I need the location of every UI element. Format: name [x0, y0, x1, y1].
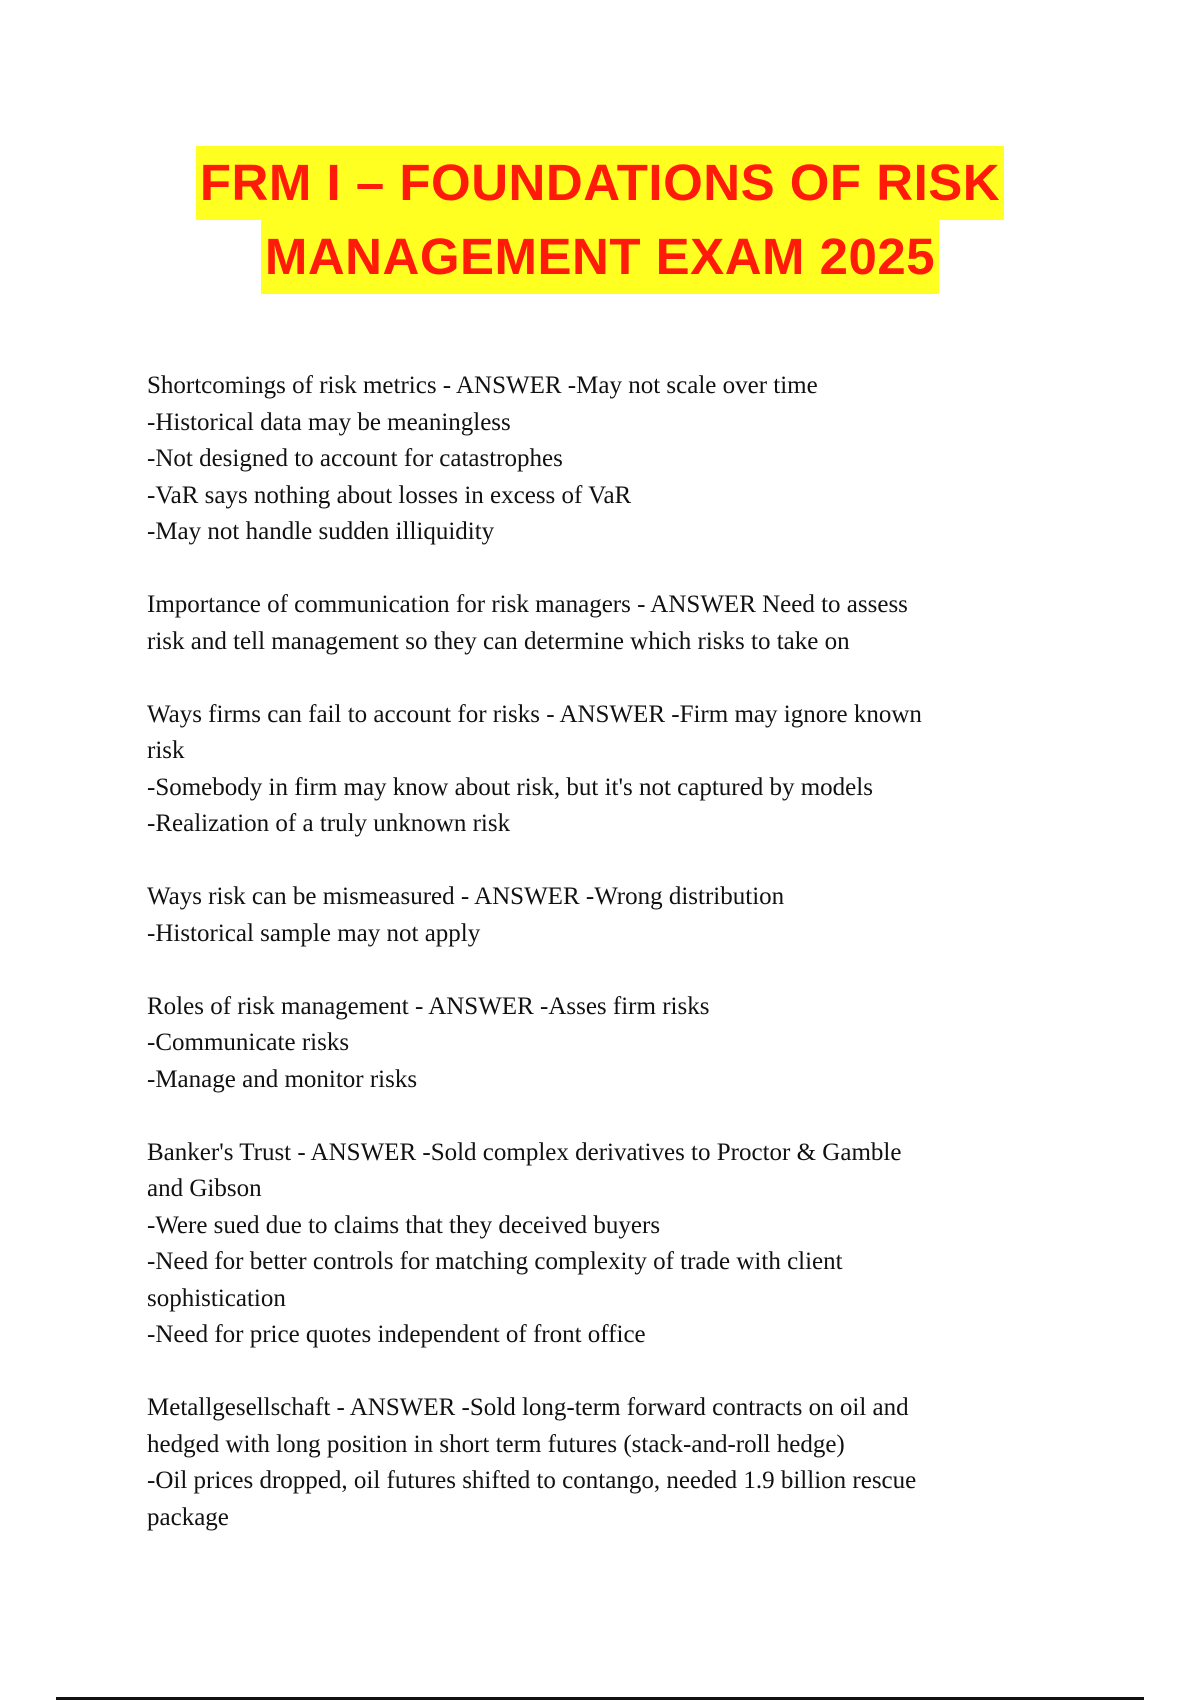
qa-entry — [147, 368, 1067, 551]
text-line: -Communicate risks — [147, 1029, 350, 1056]
text-line: Ways firms can fail to account for risks - ANSWER -Firm may ignore known — [147, 700, 922, 728]
qa-entry — [147, 989, 1067, 1099]
title-line-1: FRM I – FOUNDATIONS OF RISK — [196, 146, 1004, 220]
text-line: -Were sued due to claims that they deceived buyers — [147, 1211, 661, 1239]
text-line: Importance of communication for risk managers - ANSWER Need to assess — [147, 591, 908, 618]
text-line: -Manage and monitor risks — [147, 1065, 418, 1093]
qa-list — [147, 368, 1067, 1573]
text-line: -Somebody in firm may know about risk, but it's not captured by models — [147, 773, 873, 801]
text-line: hedged with long position in short term futures (stack-and-roll hedge) — [147, 1430, 845, 1458]
text-line: -Need for better controls for matching complexity of trade with client — [147, 1248, 843, 1275]
qa-entry — [147, 1135, 1067, 1354]
text-line: Metallgesellschaft - ANSWER -Sold long-term forward contracts on oil and — [147, 1394, 909, 1421]
text-line: -May not handle sudden illiquidity — [147, 518, 495, 545]
qa-entry — [147, 587, 1067, 660]
text-line: -Oil prices dropped, oil futures shifted to contango, needed 1.9 billion rescue — [147, 1467, 917, 1494]
qa-entry — [147, 697, 1067, 843]
text-line: Ways risk can be mismeasured - ANSWER -Wrong distribution — [147, 883, 785, 910]
text-line: risk — [147, 737, 185, 764]
text-line: Roles of risk management - ANSWER -Asses firm risks — [147, 992, 710, 1020]
text-line: -Historical data may be meaningless — [147, 408, 511, 436]
text-line: package — [147, 1503, 229, 1531]
text-line: -Need for price quotes independent of front office — [147, 1321, 646, 1348]
document-title — [0, 146, 1200, 294]
text-line: -VaR says nothing about losses in excess of VaR — [147, 481, 632, 509]
text-line: -Historical sample may not apply — [147, 919, 481, 947]
text-line: -Realization of a truly unknown risk — [147, 810, 511, 837]
text-line: risk and tell management so they can determine which risks to take on — [147, 627, 850, 655]
text-line: sophistication — [147, 1284, 286, 1312]
text-line: Banker's Trust - ANSWER -Sold complex derivatives to Proctor & Gamble — [147, 1138, 902, 1166]
title-line-2: MANAGEMENT EXAM 2025 — [261, 220, 939, 294]
qa-entry — [147, 1390, 1067, 1536]
text-line: -Not designed to account for catastrophes — [147, 445, 563, 472]
text-line: Shortcomings of risk metrics - ANSWER -May not scale over time — [147, 372, 818, 399]
qa-entry — [147, 879, 1067, 952]
text-line: and Gibson — [147, 1175, 262, 1202]
